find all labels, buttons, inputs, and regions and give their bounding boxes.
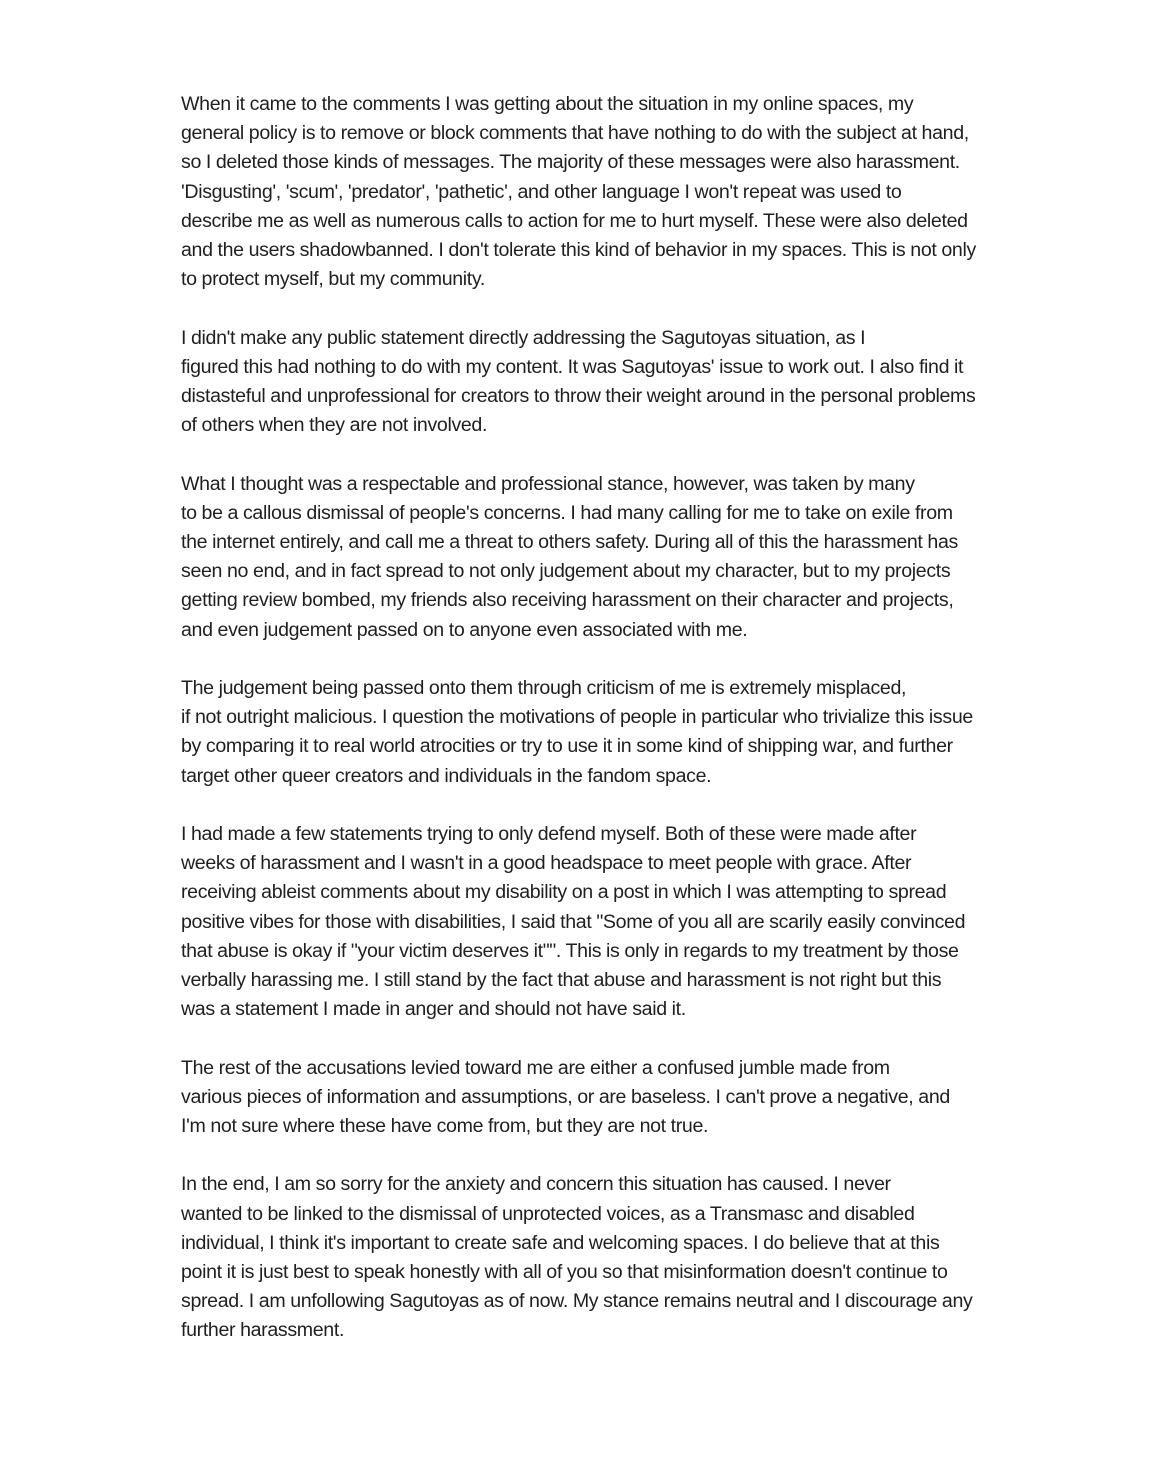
text-line: What I thought was a respectable and professional stance, however, was taken by many [181, 472, 915, 495]
document-page [109, 90, 1049, 1375]
text-line: general policy is to remove or block comments that have nothing to do with the subject at hand, [181, 122, 969, 145]
text-line: wanted to be linked to the dismissal of unprotected voices, as a Transmasc and disabled [181, 1202, 915, 1225]
text-line: and even judgement passed on to anyone even associated with me. [181, 618, 748, 641]
text-line: was a statement I made in anger and should not have said it. [181, 998, 686, 1021]
text-line: In the end, I am so sorry for the anxiety and concern this situation has caused. I never [181, 1173, 891, 1196]
text-line: various pieces of information and assumptions, or are baseless. I can't prove a negative, and [181, 1085, 950, 1108]
paragraph-conclusion [109, 1170, 1049, 1345]
text-line: I'm not sure where these have come from, but they are not true. [181, 1115, 709, 1138]
text-line: seen no end, and in fact spread to not only judgement about my character, but to my projects [181, 560, 951, 583]
text-line: When it came to the comments I was getting about the situation in my online spaces, my [181, 93, 914, 115]
text-line: weeks of harassment and I wasn't in a good headspace to meet people with grace. After [181, 852, 912, 875]
paragraph-misplaced-judgement [109, 674, 1049, 791]
text-line: point it is just best to speak honestly with all of you so that misinformation doesn't continue to [181, 1261, 948, 1284]
text-line: The judgement being passed onto them through criticism of me is extremely misplaced, [181, 677, 907, 700]
text-line: spread. I am unfollowing Sagutoyas as of now. My stance remains neutral and I discourage any [181, 1290, 973, 1313]
paragraph-defense-statements [109, 820, 1049, 1024]
text-line: further harassment. [181, 1319, 345, 1342]
text-line: verbally harassing me. I still stand by the fact that abuse and harassment is not right but this [181, 969, 942, 992]
text-line: to be a callous dismissal of people's concerns. I had many calling for me to take on exile from [181, 501, 953, 524]
text-line: of others when they are not involved. [181, 414, 488, 437]
text-line: getting review bombed, my friends also receiving harassment on their character and projects, [181, 589, 954, 612]
text-line: distasteful and unprofessional for creators to throw their weight around in the personal problems [181, 385, 976, 408]
text-line: by comparing it to real world atrocities or try to use it in some kind of shipping war, and further [181, 735, 953, 758]
text-line: The rest of the accusations levied toward me are either a confused jumble made from [181, 1056, 890, 1079]
text-line: I didn't make any public statement directly addressing the Sagutoyas situation, as I [181, 326, 866, 349]
text-line: to protect myself, but my community. [181, 268, 485, 291]
text-line: I had made a few statements trying to only defend myself. Both of these were made after [181, 823, 917, 846]
paragraph-comments-policy [109, 90, 1049, 294]
paragraph-accusations [109, 1054, 1049, 1142]
text-line: 'Disgusting', 'scum', 'predator', 'pathetic', and other language I won't repeat was used to [181, 180, 902, 203]
text-line: so I deleted those kinds of messages. The majority of these messages were also harassment. [181, 151, 960, 174]
text-line: that abuse is okay if "your victim deserves it"". This is only in regards to my treatment by those [181, 939, 959, 962]
text-line: receiving ableist comments about my disability on a post in which I was attempting to spread [181, 881, 947, 904]
text-line: if not outright malicious. I question the motivations of people in particular who trivialize this issue [181, 706, 973, 729]
text-line: target other queer creators and individuals in the fandom space. [181, 764, 712, 787]
text-line: and the users shadowbanned. I don't tolerate this kind of behavior in my spaces. This is not only [181, 239, 976, 262]
paragraph-professional-stance [109, 470, 1049, 645]
text-line: the internet entirely, and call me a threat to others safety. During all of this the harassment has [181, 531, 958, 554]
text-line: positive vibes for those with disabilities, I said that "Some of you all are scarily easily convinced [181, 910, 966, 933]
text-line: individual, I think it's important to create safe and welcoming spaces. I do believe that at this [181, 1231, 940, 1254]
text-line: describe me as well as numerous calls to action for me to hurt myself. These were also deleted [181, 209, 968, 232]
paragraph-public-statement [109, 324, 1049, 441]
text-line: figured this had nothing to do with my content. It was Sagutoyas' issue to work out. I also find it [181, 355, 964, 378]
